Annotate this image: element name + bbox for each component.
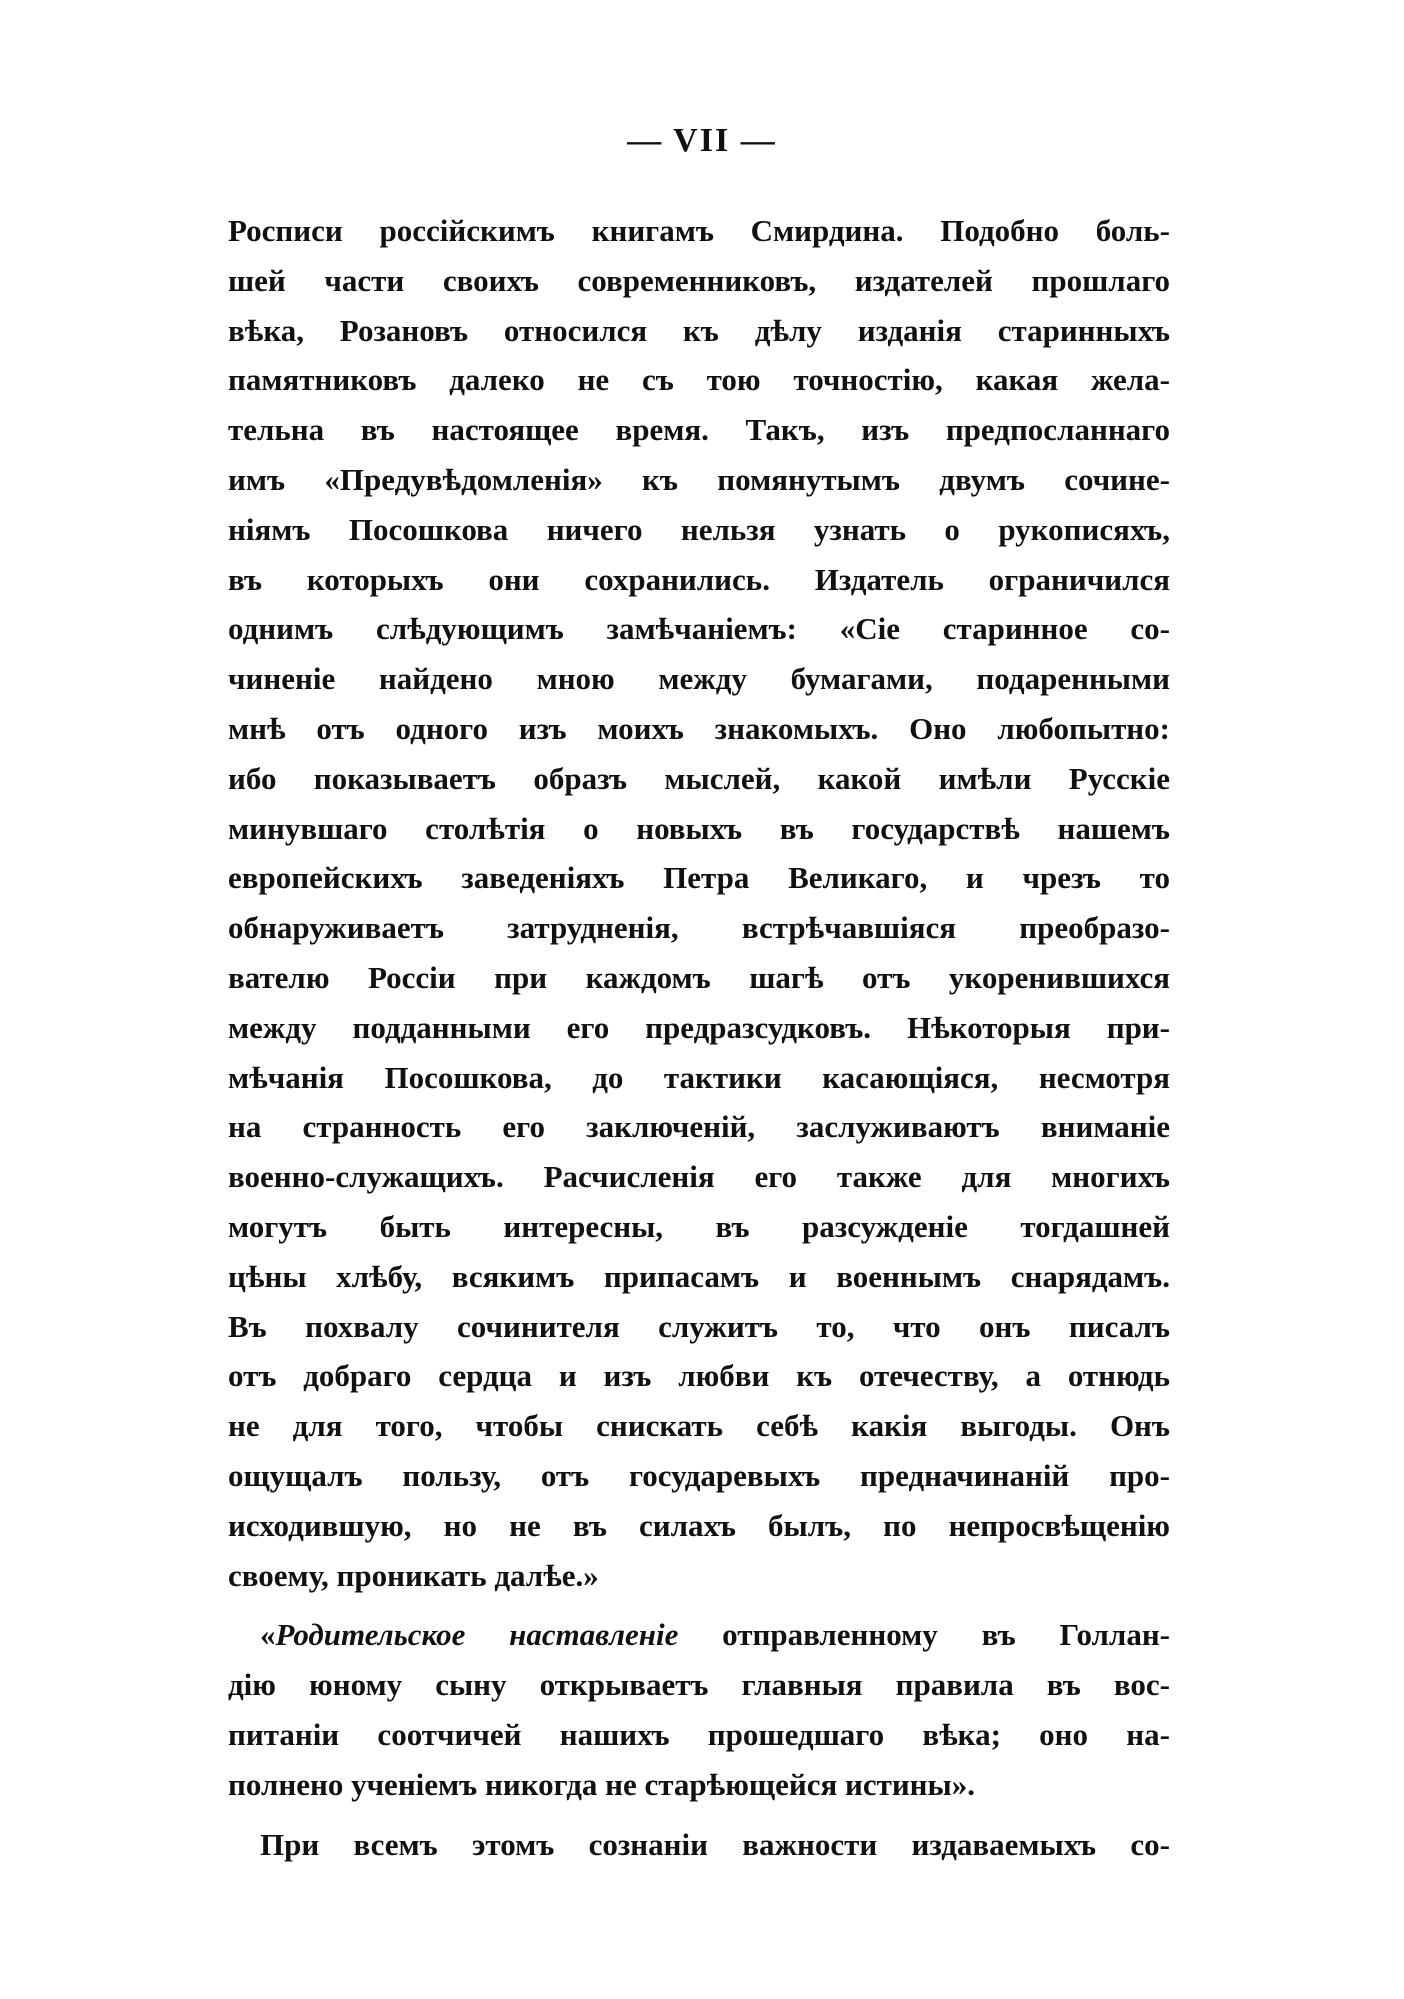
text-line: могутъ быть интересны, въ разсужденіе тогдашней xyxy=(228,1208,1170,1244)
text-line: полнено ученіемъ никогда не старѣющейся истины». xyxy=(228,1766,975,1802)
text-line: имъ «Предувѣдомленія» къ помянутымъ двумъ сочине- xyxy=(228,461,1170,497)
paragraph-2-line-1-rest: отправленному въ Голлан- xyxy=(678,1617,1170,1653)
text-line: Росписи россійскимъ книгамъ Смирдина. Подобно боль- xyxy=(228,213,1170,248)
text-line: тельна въ настоящее время. Такъ, изъ предпосланнаго xyxy=(228,412,1170,448)
text-line: вателю Россіи при каждомъ шагѣ отъ укоренившихся xyxy=(228,959,1170,995)
text-line: обнаруживаетъ затрудненія, встрѣчавшіяся преобразо- xyxy=(228,910,1170,946)
paragraph-1 xyxy=(228,206,1170,1600)
text-line: ощущалъ пользу, отъ государевыхъ предначинаній про- xyxy=(228,1457,1170,1493)
text-line: ибо показываетъ образъ мыслей, какой имѣли Русскіе xyxy=(228,760,1170,796)
text-line: чиненіе найдено мною между бумагами, подаренными xyxy=(228,661,1170,697)
text-line: питаніи соотчичей нашихъ прошедшаго вѣка; оно на- xyxy=(228,1716,1170,1752)
text-line: минувшаго столѣтія о новыхъ въ государствѣ нашемъ xyxy=(228,810,1170,846)
text-line: мѣчанія Посошкова, до тактики касающіяся, несмотря xyxy=(228,1059,1170,1095)
text-line: исходившую, но не въ силахъ былъ, по непросвѣщенію xyxy=(228,1507,1170,1543)
paragraph-3 xyxy=(228,1820,1170,1870)
text-line: военно-служащихъ. Расчисленія его также для многихъ xyxy=(228,1159,1170,1195)
text-line: дію юному сыну открываетъ главныя правила въ вос- xyxy=(228,1667,1170,1703)
page-number-header: — VII — xyxy=(627,122,777,159)
body-text xyxy=(228,206,1170,1869)
text-line: цѣны хлѣбу, всякимъ припасамъ и военнымъ снарядамъ. xyxy=(228,1258,1170,1294)
text-line: Въ похвалу сочинителя служитъ то, что онъ писалъ xyxy=(228,1308,1170,1344)
text-line: ніямъ Посошкова ничего нельзя узнать о рукописяхъ, xyxy=(228,511,1170,547)
text-line: въ которыхъ они сохранились. Издатель ограничился xyxy=(228,561,1170,597)
text-line: между подданными его предразсудковъ. Нѣкоторыя при- xyxy=(228,1009,1170,1045)
text-line: шей части своихъ современниковъ, издателей прошлаго xyxy=(228,262,1170,298)
text-line: своему, проникать далѣе.» xyxy=(228,1557,599,1593)
paragraph-2 xyxy=(228,1610,1170,1809)
text-line: вѣка, Розановъ относился къ дѣлу изданія старинныхъ xyxy=(228,312,1170,348)
italic-title: Родительское наставленіе xyxy=(275,1617,679,1653)
open-quote: « xyxy=(260,1617,276,1653)
paragraph-2-line-1 xyxy=(228,1610,1170,1660)
text-line: отъ добраго сердца и изъ любви къ отечеству, а отнюдь xyxy=(228,1358,1170,1394)
text-line: При всемъ этомъ сознаніи важности издаваемыхъ со- xyxy=(260,1826,1170,1862)
text-line: мнѣ отъ одного изъ моихъ знакомыхъ. Оно любопытно: xyxy=(228,710,1170,746)
text-line: европейскихъ заведеніяхъ Петра Великаго, и чрезъ то xyxy=(228,860,1170,896)
text-line: однимъ слѣдующимъ замѣчаніемъ: «Сіе старинное со- xyxy=(228,611,1170,647)
text-line: памятниковъ далеко не съ тою точностію, какая жела- xyxy=(228,362,1170,398)
text-line: на странность его заключеній, заслуживаютъ вниманіе xyxy=(228,1109,1170,1145)
text-line: не для того, чтобы снискать себѣ какія выгоды. Онъ xyxy=(228,1408,1170,1444)
